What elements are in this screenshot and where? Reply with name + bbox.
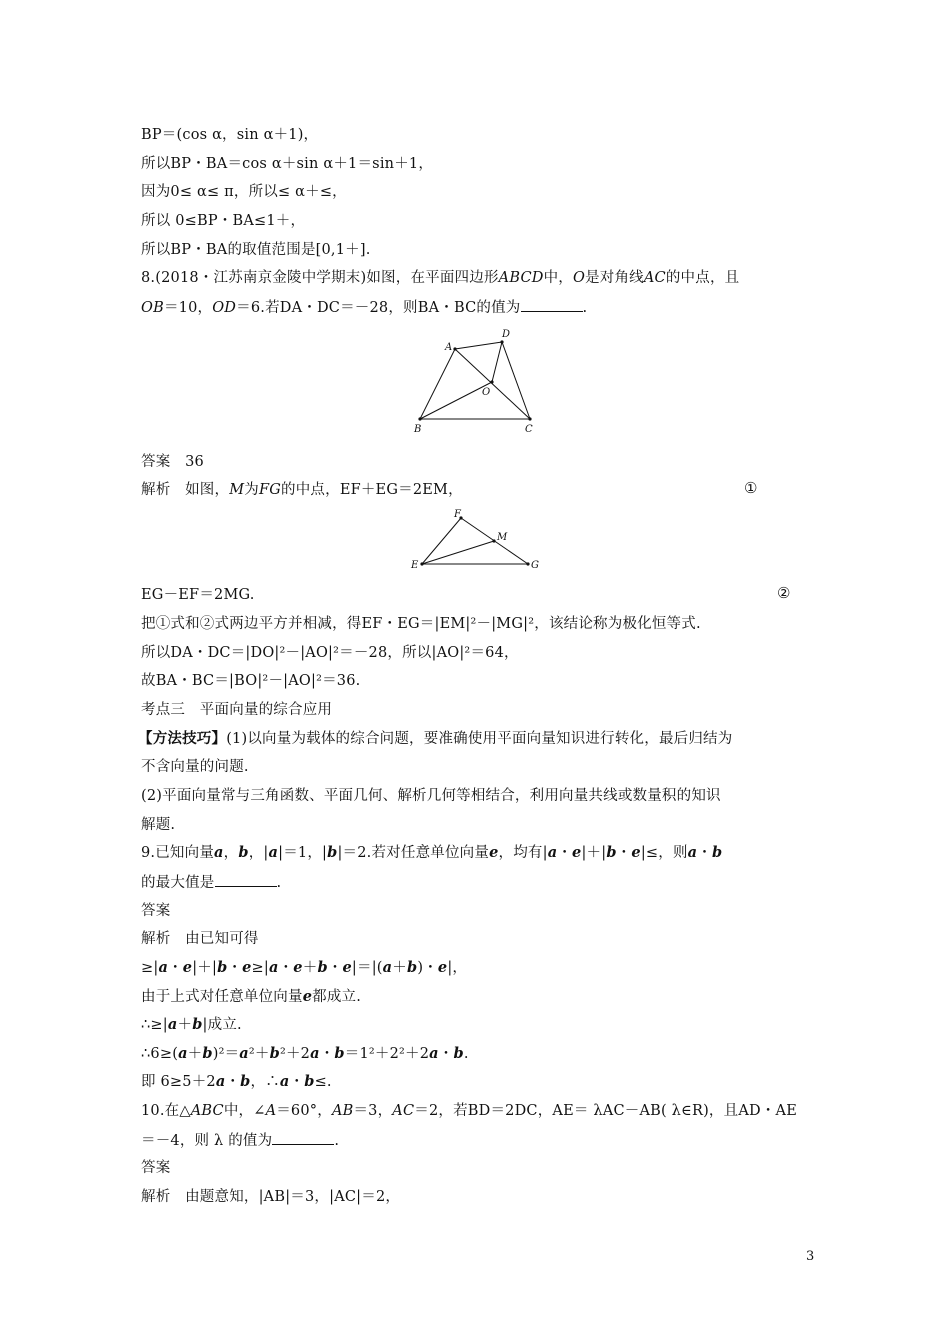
analysis-8-line-2: EG－EF＝2MG.: [141, 587, 255, 603]
answer-10: 答案: [141, 1160, 171, 1176]
point-a: [453, 347, 456, 350]
analysis-9-line-1: 解析 由已知可得: [141, 931, 259, 947]
edge-ef: [422, 518, 461, 564]
method-tip-line-4: 解题.: [141, 817, 176, 833]
analysis-9-line-6: 即 6≥5＋2a・b，∴a・b≤.: [141, 1073, 332, 1090]
answer-8: 答案 36: [141, 454, 204, 470]
point-e: [420, 562, 423, 565]
point-d: [500, 340, 503, 343]
equation-marker-2: ②: [777, 584, 791, 602]
answer-blank: [521, 297, 583, 312]
answer-blank: [272, 1130, 334, 1145]
problem-9-line-1: 9.已知向量a，b，|a|＝1，|b|＝2.若对任意单位向量e，均有|a・e|＋|b・e|≤，则a・b: [141, 844, 723, 861]
analysis-8-line-5: 故BA・BC＝|BO|²－|AO|²＝36.: [141, 673, 361, 689]
analysis-9-line-4: ∴≥|a＋b|成立.: [141, 1016, 242, 1033]
answer-blank: [215, 872, 277, 887]
point-o: [490, 380, 493, 383]
method-tip-line-2: 不含向量的问题.: [141, 759, 249, 775]
triangle-figure: [408, 506, 548, 574]
text-line-1: BP＝(cos α，sin α＋1)，: [141, 127, 319, 143]
equation-marker-1: ①: [744, 479, 758, 497]
segment-od: [492, 342, 502, 382]
analysis-8-line-3: 把①式和②式两边平方并相减，得EF・EG＝|EM|²－|MG|²，该结论称为极化恒等式.: [141, 616, 701, 632]
analysis-9-line-2: ≥|a・e|＋|b・e≥|a・e＋b・e|＝|(a＋b)・e|，: [141, 959, 468, 976]
problem-8-line-2: OB＝10，OD＝6.若DA・DC＝－28，则BA・BC的值为 .: [141, 297, 813, 318]
text-line-3: 因为0≤ α≤ π，所以≤ α＋≤，: [141, 184, 347, 200]
label-b: B: [414, 424, 422, 435]
problem-8-line-1: 8.(2018・江苏南京金陵中学期末)如图，在平面四边形ABCD中，O是对角线AC的中点，且: [141, 270, 740, 286]
problem-10-line-2: ＝－4，则 λ 的值为 .: [141, 1130, 813, 1151]
label-c: C: [525, 424, 533, 435]
analysis-10-line-1: 解析 由题意知，|AB|＝3，|AC|＝2，: [141, 1189, 401, 1205]
analysis-9-line-5: ∴6≥(a＋b)²＝a²＋b²＋2a・b＝1²＋2²＋2a・b.: [141, 1045, 469, 1062]
edge-da: [455, 342, 502, 349]
segment-em: [422, 541, 494, 564]
label-f: F: [454, 509, 461, 520]
problem-10-line-1: 10.在△ABC中，∠A＝60°，AB＝3，AC＝2，若BD＝2DC，AE＝ λAC－AB( λ∈R)，且AD・AE: [141, 1103, 797, 1119]
answer-9: 答案: [141, 903, 171, 919]
point-g: [526, 562, 529, 565]
section-heading: 考点三 平面向量的综合应用: [141, 702, 333, 718]
label-e: E: [411, 560, 419, 571]
point-b: [418, 417, 421, 420]
label-o: O: [482, 387, 491, 398]
method-tip-line-3: (2)平面向量常与三角函数、平面几何、解析几何等相结合，利用向量共线或数量积的知识: [141, 788, 721, 804]
text-line-5: 所以BP・BA的取值范围是[0,1＋].: [141, 242, 371, 258]
quadrilateral-figure: [405, 324, 555, 436]
label-m: M: [497, 532, 508, 543]
method-tip-line-1: 【方法技巧】(1)以向量为载体的综合问题，要准确使用平面向量知识进行转化，最后归结为: [138, 730, 733, 747]
label-g: G: [531, 560, 539, 571]
page-number: 3: [806, 1249, 815, 1264]
label-a: A: [445, 342, 453, 353]
problem-9-line-2: 的最大值是 .: [141, 872, 813, 893]
text-line-2: 所以BP・BA＝cos α＋sin α＋1＝sin＋1，: [141, 156, 434, 172]
label-d: D: [502, 329, 511, 340]
edge-ab: [420, 349, 455, 419]
point-c: [528, 417, 531, 420]
edge-cd: [502, 342, 530, 419]
text-line-4: 所以 0≤BP・BA≤1＋，: [141, 213, 306, 229]
analysis-8-line-1: 解析 如图，M为FG的中点，EF＋EG＝2EM，: [141, 482, 463, 498]
analysis-8-line-4: 所以DA・DC＝|DO|²－|AO|²＝－28，所以|AO|²＝64，: [141, 645, 519, 661]
point-m: [492, 539, 495, 542]
analysis-9-line-3: 由于上式对任意单位向量e都成立.: [141, 988, 362, 1005]
diagonal-ac: [455, 349, 530, 419]
